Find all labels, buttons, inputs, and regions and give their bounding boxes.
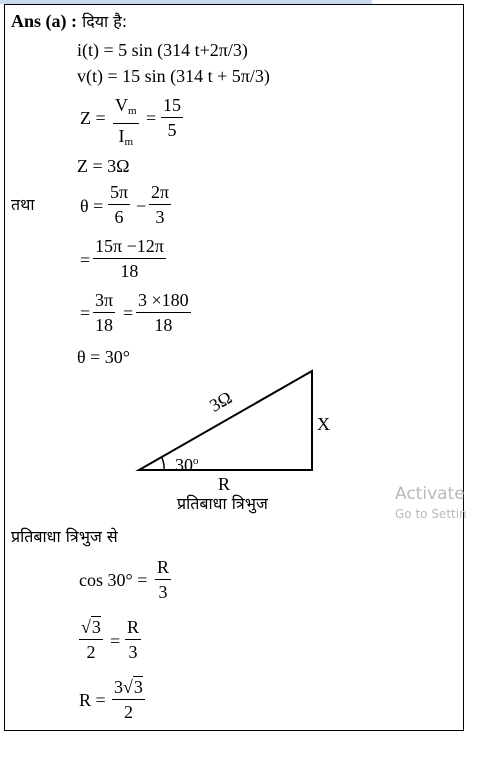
equals-sign: = xyxy=(146,108,157,128)
minus-sign: − xyxy=(136,196,147,216)
fraction-denominator: 3 xyxy=(128,642,138,662)
voltage-equation: v(t) = 15 sin (314 t + 5π/3) xyxy=(77,66,270,86)
fraction-denominator: 5 xyxy=(167,120,177,140)
fraction-denominator: 3 xyxy=(158,582,168,602)
given-label: दिया है: xyxy=(77,12,128,31)
activation-watermark-title: Activate xyxy=(395,484,465,504)
current-equation: i(t) = 5 sin (314 t+2π/3) xyxy=(77,40,248,60)
reactance-label: X xyxy=(317,414,330,434)
fraction-numerator: R xyxy=(125,617,141,640)
theta-lhs: θ = xyxy=(80,196,104,216)
equals-sign: = xyxy=(123,303,134,323)
angle-label xyxy=(175,451,199,475)
angle-degree-mark: o xyxy=(193,455,199,467)
fraction-denominator: 18 xyxy=(154,315,173,335)
impedance-lhs: Z = xyxy=(80,108,106,128)
tatha-label: तथा xyxy=(11,195,35,214)
r-result-fraction xyxy=(112,677,145,722)
resistance-label: R xyxy=(218,474,231,494)
radicand: 3 xyxy=(133,677,143,697)
r-lhs: R = xyxy=(79,690,106,710)
coefficient: 3 xyxy=(114,677,123,697)
fraction-denominator: 2 xyxy=(86,642,96,662)
fraction-numerator: 3√3 xyxy=(112,677,145,700)
fraction-numerator: R xyxy=(155,557,171,580)
fraction-numerator: 15 xyxy=(161,95,183,118)
fraction-denominator: 3 xyxy=(155,207,165,227)
fraction-numerator: 2π xyxy=(149,182,171,205)
activation-watermark-subtitle: Go to Settin xyxy=(395,507,467,519)
fraction-numerator: 5π xyxy=(108,182,130,205)
angle-arc xyxy=(162,458,164,470)
fraction-denominator: 2 xyxy=(123,702,133,722)
cos-lhs: cos 30° = xyxy=(79,570,148,590)
from-triangle-label: प्रतिबाधा त्रिभुज से xyxy=(11,527,118,546)
theta-result: θ = 30° xyxy=(77,347,130,367)
im-symbol: I xyxy=(118,126,125,146)
answer-colon: : xyxy=(66,11,78,31)
fraction-numerator: √3 xyxy=(79,617,103,640)
radicand: 3 xyxy=(91,617,101,637)
r-over-three-fraction xyxy=(125,617,141,662)
fraction-denominator: 18 xyxy=(95,315,114,335)
angle-value: 30 xyxy=(175,455,193,475)
vm-symbol: V xyxy=(115,95,128,115)
equals-sign: = xyxy=(80,250,91,270)
hypotenuse-label: 3Ω xyxy=(206,387,236,416)
equals-sign: = xyxy=(80,303,91,323)
triangle-caption: प्रतिबाधा त्रिभुज xyxy=(177,494,268,513)
vm-subscript: m xyxy=(128,105,137,117)
root-three-over-two-fraction xyxy=(79,617,103,662)
impedance-result: Z = 3Ω xyxy=(77,156,130,176)
answer-label: Ans (a) xyxy=(11,11,67,31)
fraction-numerator: 3π xyxy=(93,290,115,313)
equals-sign: = xyxy=(110,631,121,651)
fraction-denominator: 18 xyxy=(120,261,139,281)
r-over-three-fraction xyxy=(155,557,171,602)
fraction-numerator: 3 ×180 xyxy=(136,290,191,313)
fraction-denominator: 6 xyxy=(114,207,124,227)
im-subscript: m xyxy=(124,136,134,148)
impedance-triangle xyxy=(139,371,312,470)
fraction-numerator: 15π −12π xyxy=(93,236,166,259)
